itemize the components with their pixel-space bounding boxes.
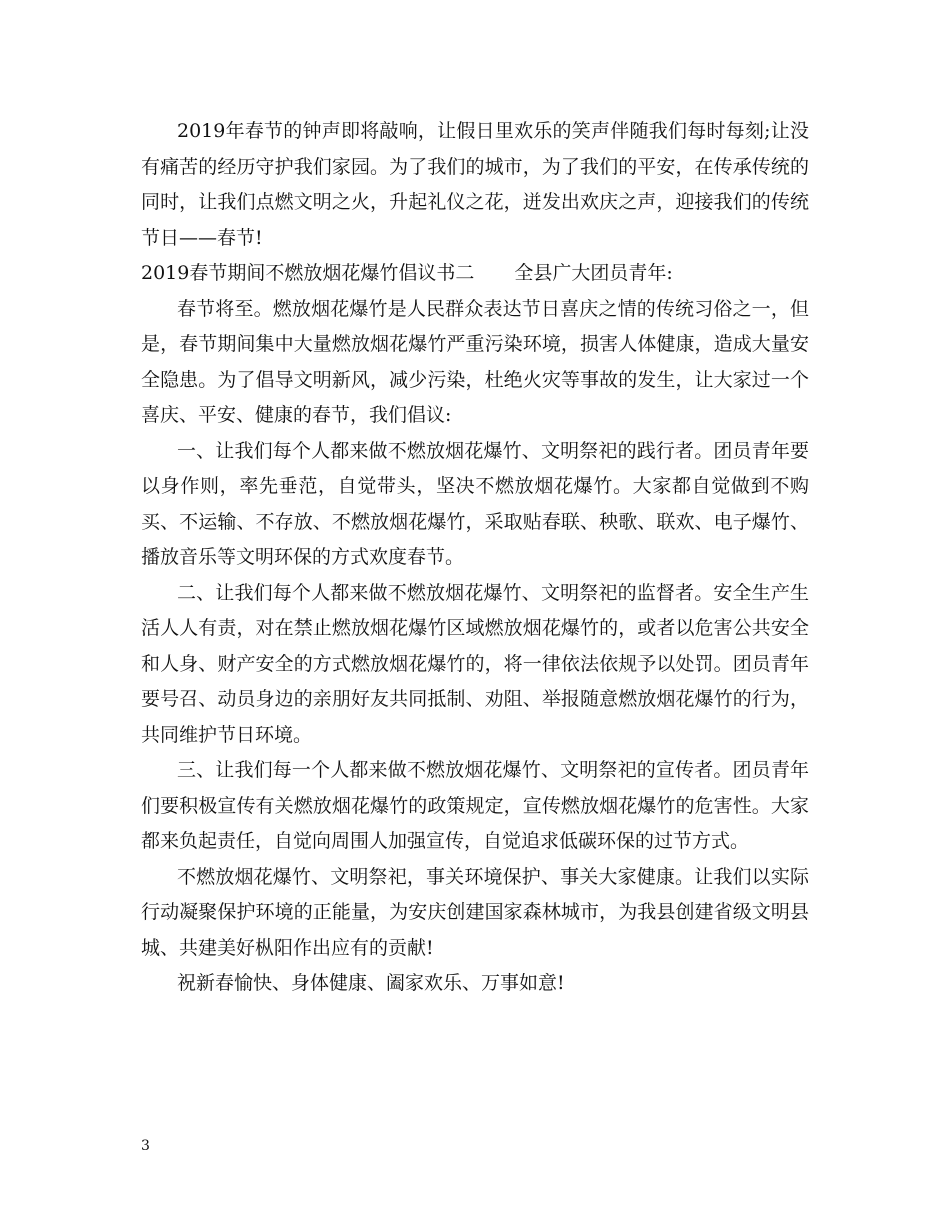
body-paragraph-preface: 春节将至。燃放烟花爆竹是人民群众表达节日喜庆之情的传统习俗之一，但是，春节期间集中大量燃放烟花爆竹严重污染环境，损害人体健康，造成大量安全隐患。为了倡导文明新风，减少污染，杜绝火灾等事故的发生，让大家过一个喜庆、平安、健康的春节，我们倡议: <box>141 297 809 426</box>
page-number: 3 <box>141 1138 150 1154</box>
body-paragraph-point-2: 二、让我们每个人都来做不燃放烟花爆竹、文明祭祀的监督者。安全生产生活人人有责，对在禁止燃放烟花爆竹区域燃放烟花爆竹的，或者以危害公共安全和人身、财产安全的方式燃放烟花爆竹的，将一律依法依规予以处罚。团员青年要号召、动员身边的亲朋好友共同抵制、劝阻、举报随意燃放烟花爆竹的行为，共同维护节日环境。 <box>141 581 809 746</box>
heading-salutation: 全县广大团员青年: <box>514 262 673 284</box>
body-paragraph-point-1: 一、让我们每个人都来做不燃放烟花爆竹、文明祭祀的践行者。团员青年要以身作则，率先垂范，自觉带头，坚决不燃放烟花爆竹。大家都自觉做到不购买、不运输、不存放、不燃放烟花爆竹，采取贴春联、秧歌、联欢、电子爆竹、播放音乐等文明环保的方式欢度春节。 <box>141 439 809 568</box>
intro-paragraph: 2019年春节的钟声即将敲响，让假日里欢乐的笑声伴随我们每时每刻;让没有痛苦的经历守护我们家园。为了我们的城市，为了我们的平安，在传承传统的同时，让我们点燃文明之火，升起礼仪之花，迸发出欢庆之声，迎接我们的传统节日——春节! <box>141 120 809 249</box>
section-heading <box>141 256 809 292</box>
document-body <box>141 114 809 1002</box>
heading-title: 2019春节期间不燃放烟花爆竹倡议书二 <box>141 262 475 284</box>
body-paragraph-point-3: 三、让我们每一个人都来做不燃放烟花爆竹、文明祭祀的宣传者。团员青年们要积极宣传有关燃放烟花爆竹的政策规定，宣传燃放烟花爆竹的危害性。大家都来负起责任，自觉向周围人加强宣传，自觉追求低碳环保的过节方式。 <box>141 759 809 852</box>
body-paragraph-greeting: 祝新春愉快、身体健康、阖家欢乐、万事如意! <box>177 972 565 994</box>
body-paragraph-appeal: 不燃放烟花爆竹、文明祭祀，事关环境保护、事关大家健康。让我们以实际行动凝聚保护环境的正能量，为安庆创建国家森林城市，为我县创建省级文明县城、共建美好枞阳作出应有的贡献! <box>141 865 809 959</box>
